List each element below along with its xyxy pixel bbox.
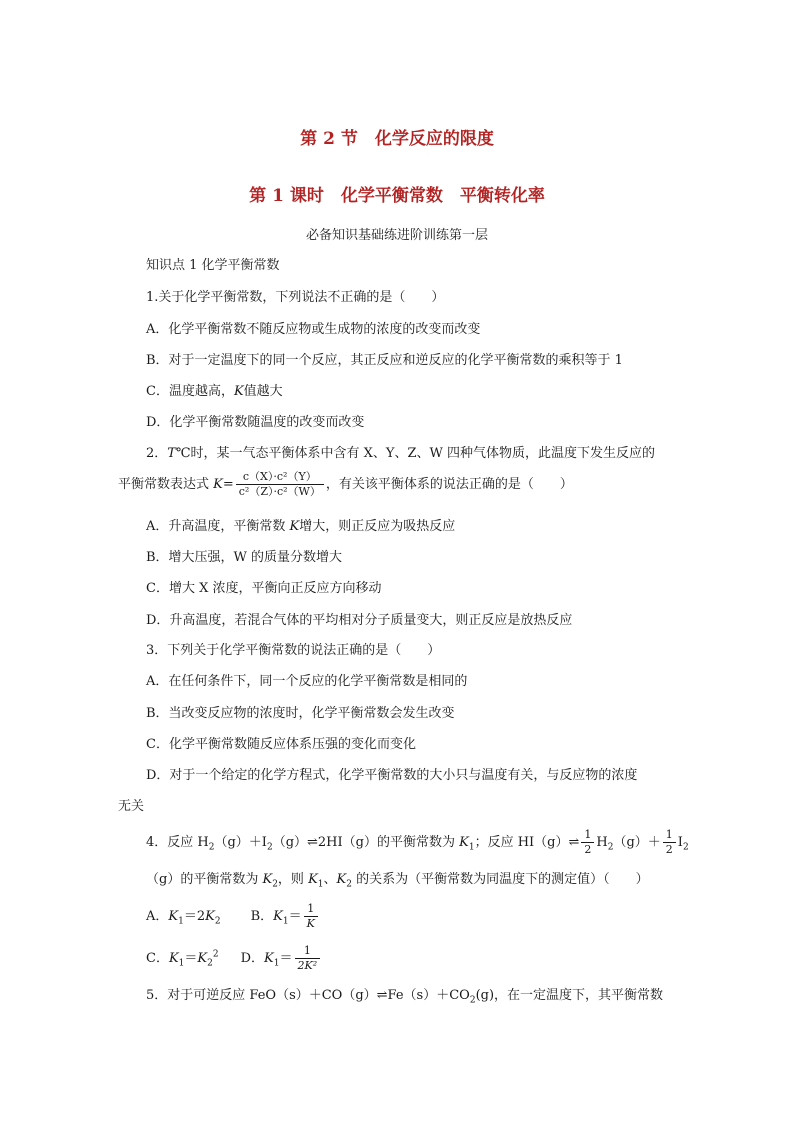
knowledge-point: 知识点 1 化学平衡常数 [146, 258, 280, 273]
q1-c-post: 值越大 [243, 384, 283, 399]
q1-option-b: B．对于一定温度下的同一个反应，其正反应和逆反应的化学平衡常数的乘积等于 1 [146, 353, 623, 368]
q4-l1-c: （g）⇌2HI（g）的平衡常数为 [272, 835, 460, 850]
q4-k: K [262, 872, 273, 887]
q4-optD-den: 2K² [297, 959, 318, 972]
q4-sub: 2 [607, 842, 614, 853]
q1-option-a: A．化学平衡常数不随反应物或生成物的浓度的改变而改变 [146, 322, 481, 337]
q2-option-c: C．增大 X 浓度，平衡向正反应方向移动 [146, 581, 382, 596]
q4-optD-fraction [295, 944, 321, 973]
q2-stem2-post: ，有关该平衡体系的说法正确的是（ ） [325, 477, 573, 492]
q4-optB-fraction [304, 902, 318, 931]
q5-sub: 2 [469, 995, 476, 1006]
q4-sub: 2 [208, 842, 215, 853]
q2-stem-line1 [146, 442, 655, 461]
q4-optB-den: K [306, 917, 315, 930]
q2-option-d: D．升高温度，若混合气体的平均相对分子质量变大，则正反应是放热反应 [146, 613, 573, 628]
q2-k: K [213, 477, 223, 492]
q4-optB-eq: ＝ [288, 909, 302, 924]
q4-stem-line1 [146, 828, 689, 857]
q4-sub: 2 [682, 842, 689, 853]
q4-half-num: 1 [663, 828, 676, 843]
q4-option-a: A． [146, 909, 169, 924]
q2-stem2-pre: 平衡常数表达式 [118, 477, 214, 492]
q3-option-d-cont: 无关 [118, 799, 145, 814]
q4-l1-d: ；反应 HI（g）⇌ [474, 835, 580, 850]
q4-option-b: B． [250, 909, 274, 924]
q4-optA-eq: ＝2 [183, 909, 206, 924]
q2-stem-line2 [118, 470, 573, 499]
q4-option-c: C． [146, 951, 169, 966]
q4-sub: 2 [207, 958, 213, 969]
q4-k: K [168, 909, 179, 924]
q4-k: K [168, 951, 179, 966]
q4-k: K [459, 835, 469, 850]
q1-option-d: D．化学平衡常数随温度的改变而改变 [146, 415, 365, 430]
q1-c-k: K [233, 384, 244, 399]
q4-options-ab [146, 902, 320, 931]
q4-sub: 2 [272, 879, 278, 890]
q4-sub: 1 [317, 879, 324, 890]
q2-eq: = [222, 477, 234, 492]
q4-l2-c: 、 [323, 872, 337, 887]
q4-half-fraction [663, 828, 676, 857]
q1-stem: 1.关于化学平衡常数，下列说法不正确的是（ ） [146, 290, 445, 305]
q4-half-den: 2 [665, 843, 673, 856]
q4-half-num: 1 [581, 828, 594, 843]
q2-a-pre: A．升高温度，平衡常数 [146, 519, 290, 534]
q4-sub: 1 [178, 916, 184, 927]
q4-l2-d: 的关系为（平衡常数为同温度下的测定值）（ ） [351, 872, 649, 887]
q4-optC-sup: 2 [212, 949, 219, 960]
q4-stem-line2 [146, 868, 649, 890]
q4-optB-num: 1 [304, 902, 318, 917]
lesson-title: 第 1 课时 化学平衡常数 平衡转化率 [249, 186, 545, 206]
q2-t: T [167, 446, 176, 461]
q4-optC-eq: ＝ [184, 951, 198, 966]
q4-sub: 1 [468, 842, 475, 853]
q4-k: K [336, 872, 347, 887]
q2-stem-rest: ℃时，某一气态平衡体系中含有 X、Y、Z、W 四种气体物质，此温度下发生反应的 [175, 446, 655, 461]
q4-half-fraction [581, 828, 594, 857]
q2-a-post: 增大，则正反应为吸热反应 [299, 519, 456, 534]
q3-option-d: D．对于一个给定的化学方程式，化学平衡常数的大小只与温度有关，与反应物的浓度 [146, 768, 638, 783]
q2-frac-num: c（X）·c²（Y） [236, 470, 324, 485]
q2-a-k: K [289, 519, 300, 534]
q4-k: K [205, 909, 215, 924]
section-title: 第 2 节 化学反应的限度 [300, 129, 494, 149]
q2-option-a [146, 515, 455, 534]
q4-l1-a: 4．反应 H [146, 835, 209, 850]
q5-l1-a: 5．对于可逆反应 FeO（s）＋CO（g）⇌Fe（s）＋CO [146, 988, 470, 1003]
q1-c-pre: C．温度越高， [146, 384, 234, 399]
q4-l1-b: （g）＋I [214, 835, 267, 850]
q4-optD-eq: ＝ [279, 951, 293, 966]
q2-frac-den: c²（Z）·c²（W） [238, 485, 321, 498]
q4-sub: 2 [266, 842, 273, 853]
q2-option-b: B．增大压强，W 的质量分数增大 [146, 550, 343, 565]
q4-sub: 1 [178, 958, 185, 969]
q4-sub: 2 [346, 879, 352, 890]
q5-stem [146, 984, 663, 1006]
q3-option-a: A．在任何条件下，同一个反应的化学平衡常数是相同的 [146, 674, 468, 689]
q4-optD-num: 1 [295, 944, 321, 959]
q4-k: K [264, 951, 274, 966]
q4-sub: 2 [214, 916, 221, 927]
q4-k: K [308, 872, 318, 887]
q3-option-b: B．当改变反应物的浓度时，化学平衡常数会发生改变 [146, 706, 455, 721]
q4-l1-g: I [677, 835, 683, 850]
q4-option-d: D． [240, 951, 265, 966]
q4-sub: 1 [282, 916, 289, 927]
q3-option-c: C．化学平衡常数随反应体系压强的变化而变化 [146, 737, 416, 752]
subtitle: 必备知识基础练进阶训练第一层 [305, 228, 488, 243]
q3-stem: 3．下列关于化学平衡常数的说法正确的是（ ） [146, 643, 441, 658]
q5-l1-b: (g)，在一定温度下，其平衡常数 [475, 988, 664, 1003]
q4-l1-f: （g）＋ [613, 835, 661, 850]
q4-k: K [197, 951, 208, 966]
q4-sub: 1 [273, 958, 280, 969]
q4-l2-b: ，则 [277, 872, 309, 887]
q4-l2-a: （g）的平衡常数为 [146, 872, 263, 887]
q2-expression-fraction [236, 470, 324, 499]
q4-options-cd [146, 944, 322, 973]
q4-k: K [273, 909, 283, 924]
q4-l1-e: H [596, 835, 608, 850]
q4-half-den: 2 [584, 843, 592, 856]
q1-option-c [146, 380, 283, 399]
q2-num: 2． [146, 446, 168, 461]
